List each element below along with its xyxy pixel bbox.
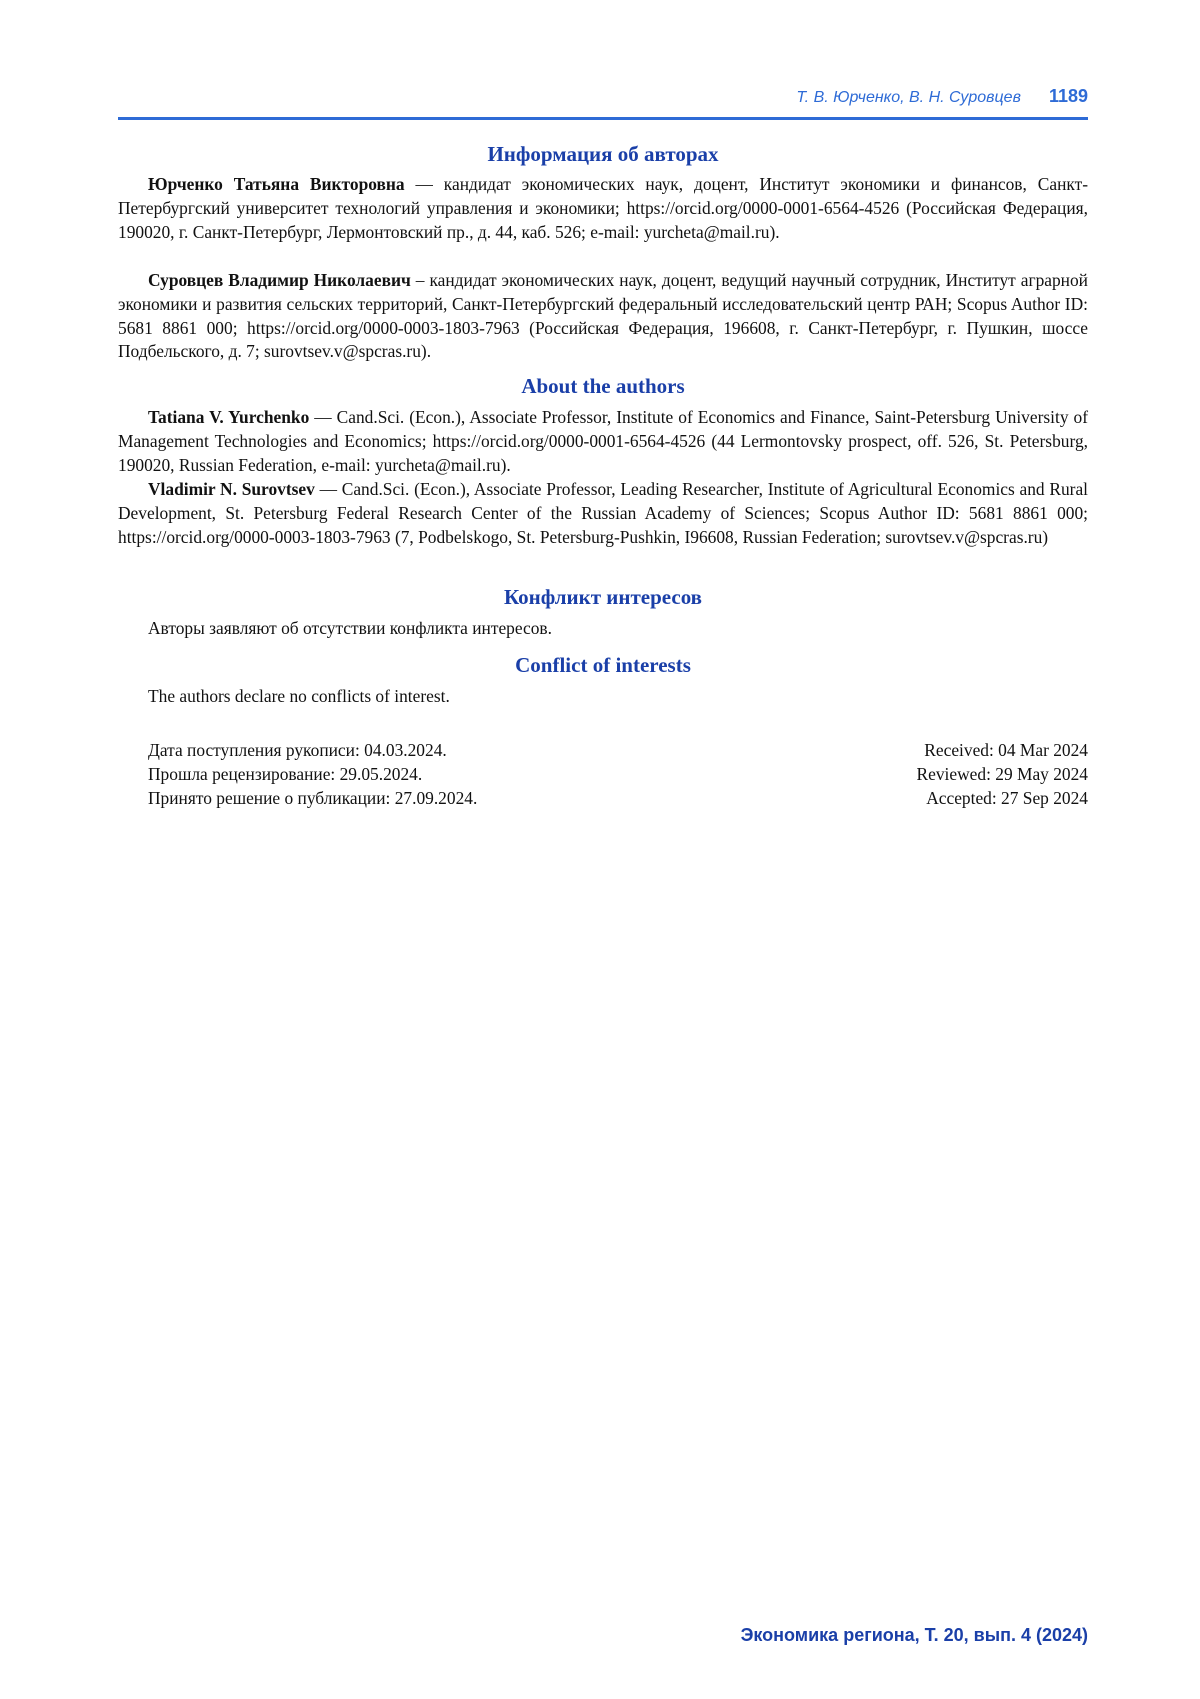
manuscript-dates-en	[917, 738, 1088, 810]
author-details: – кандидат экономических наук, доцент, ведущий научный сотрудник, Институт аграрной экономики и развития сельских территорий, Санкт-Петербургский федеральный исследовательский центр РАН; Scopus Author ID: 5681 8861 000; https://orcid.org/0000-0003-1803-7963 (Российская Федерация, 196608, г. Санкт-Петербург, г. Пушкин, шоссе Подбельского, д. 7; surovtsev.v@spcras.ru).	[118, 270, 1088, 362]
conflict-statement-ru: Авторы заявляют об отсутствии конфликта интересов.	[148, 618, 552, 638]
page-number: 1189	[1048, 86, 1088, 106]
author-entry-ru-2	[118, 269, 1088, 364]
running-head	[118, 86, 1088, 116]
section-title-authors-ru: Информация об авторах	[487, 142, 719, 166]
conflict-statement-en: The authors declare no conflicts of interest.	[148, 686, 450, 706]
author-entry-en-2	[118, 478, 1088, 549]
header-divider	[118, 117, 1088, 120]
manuscript-dates-ru	[148, 738, 477, 810]
author-details: — кандидат экономических наук, доцент, Институт экономики и финансов, Санкт-Петербургский университет технологий управления и экономики; https://orcid.org/0000-0001-6564-4526 (Российская Федерация, 190020, г. Санкт-Петербург, Лермонтовский пр., д. 44, каб. 526; e-mail: yurcheta@mail.ru).	[118, 174, 1088, 242]
running-authors: Т. В. Юрченко, В. Н. Суровцев	[796, 89, 1021, 106]
date-received-en: Received: 04 Mar 2024	[924, 740, 1088, 760]
section-title-conflict-en: Conflict of interests	[515, 653, 691, 677]
author-entry-en-1	[118, 406, 1088, 477]
section-title-authors-en: About the authors	[521, 374, 685, 398]
section-title-conflict-ru: Конфликт интересов	[503, 585, 703, 609]
date-accepted-en: Accepted: 27 Sep 2024	[926, 788, 1088, 808]
date-reviewed-ru: Прошла рецензирование: 29.05.2024.	[148, 764, 423, 784]
author-entry-ru-1	[118, 173, 1088, 244]
author-details: — Cand.Sci. (Econ.), Associate Professor, Institute of Economics and Finance, Saint-Petersburg University of Management Technologies and Economics; https://orcid.org/0000-0001-6564-4526 (44 Lermontovsky prospect, off. 526, St. Petersburg, 190020, Russian Federation, e-mail: yurcheta@mail.ru).	[118, 407, 1088, 475]
author-name: Vladimir N. Surovtsev	[148, 479, 315, 499]
author-details: — Cand.Sci. (Econ.), Associate Professor, Leading Researcher, Institute of Agricultural Economics and Rural Development, St. Petersburg Federal Research Center of the Russian Academy of Sciences; Scopus Author ID: 5681 8861 000; https://orcid.org/0000-0003-1803-7963 (7, Podbelskogo, St. Petersburg-Pushkin, I96608, Russian Federation; surovtsev.v@spcras.ru)	[118, 479, 1089, 547]
date-received-ru: Дата поступления рукописи: 04.03.2024.	[148, 740, 447, 760]
date-accepted-ru: Принято решение о публикации: 27.09.2024.	[148, 788, 478, 808]
author-name: Tatiana V. Yurchenko	[148, 407, 310, 427]
author-name: Юрченко Татьяна Викторовна	[148, 174, 405, 194]
journal-footer: Экономика региона, Т. 20, вып. 4 (2024)	[740, 1625, 1088, 1645]
document-page	[118, 0, 1088, 1699]
author-name: Суровцев Владимир Николаевич	[148, 270, 411, 290]
date-reviewed-en: Reviewed: 29 May 2024	[916, 764, 1088, 784]
